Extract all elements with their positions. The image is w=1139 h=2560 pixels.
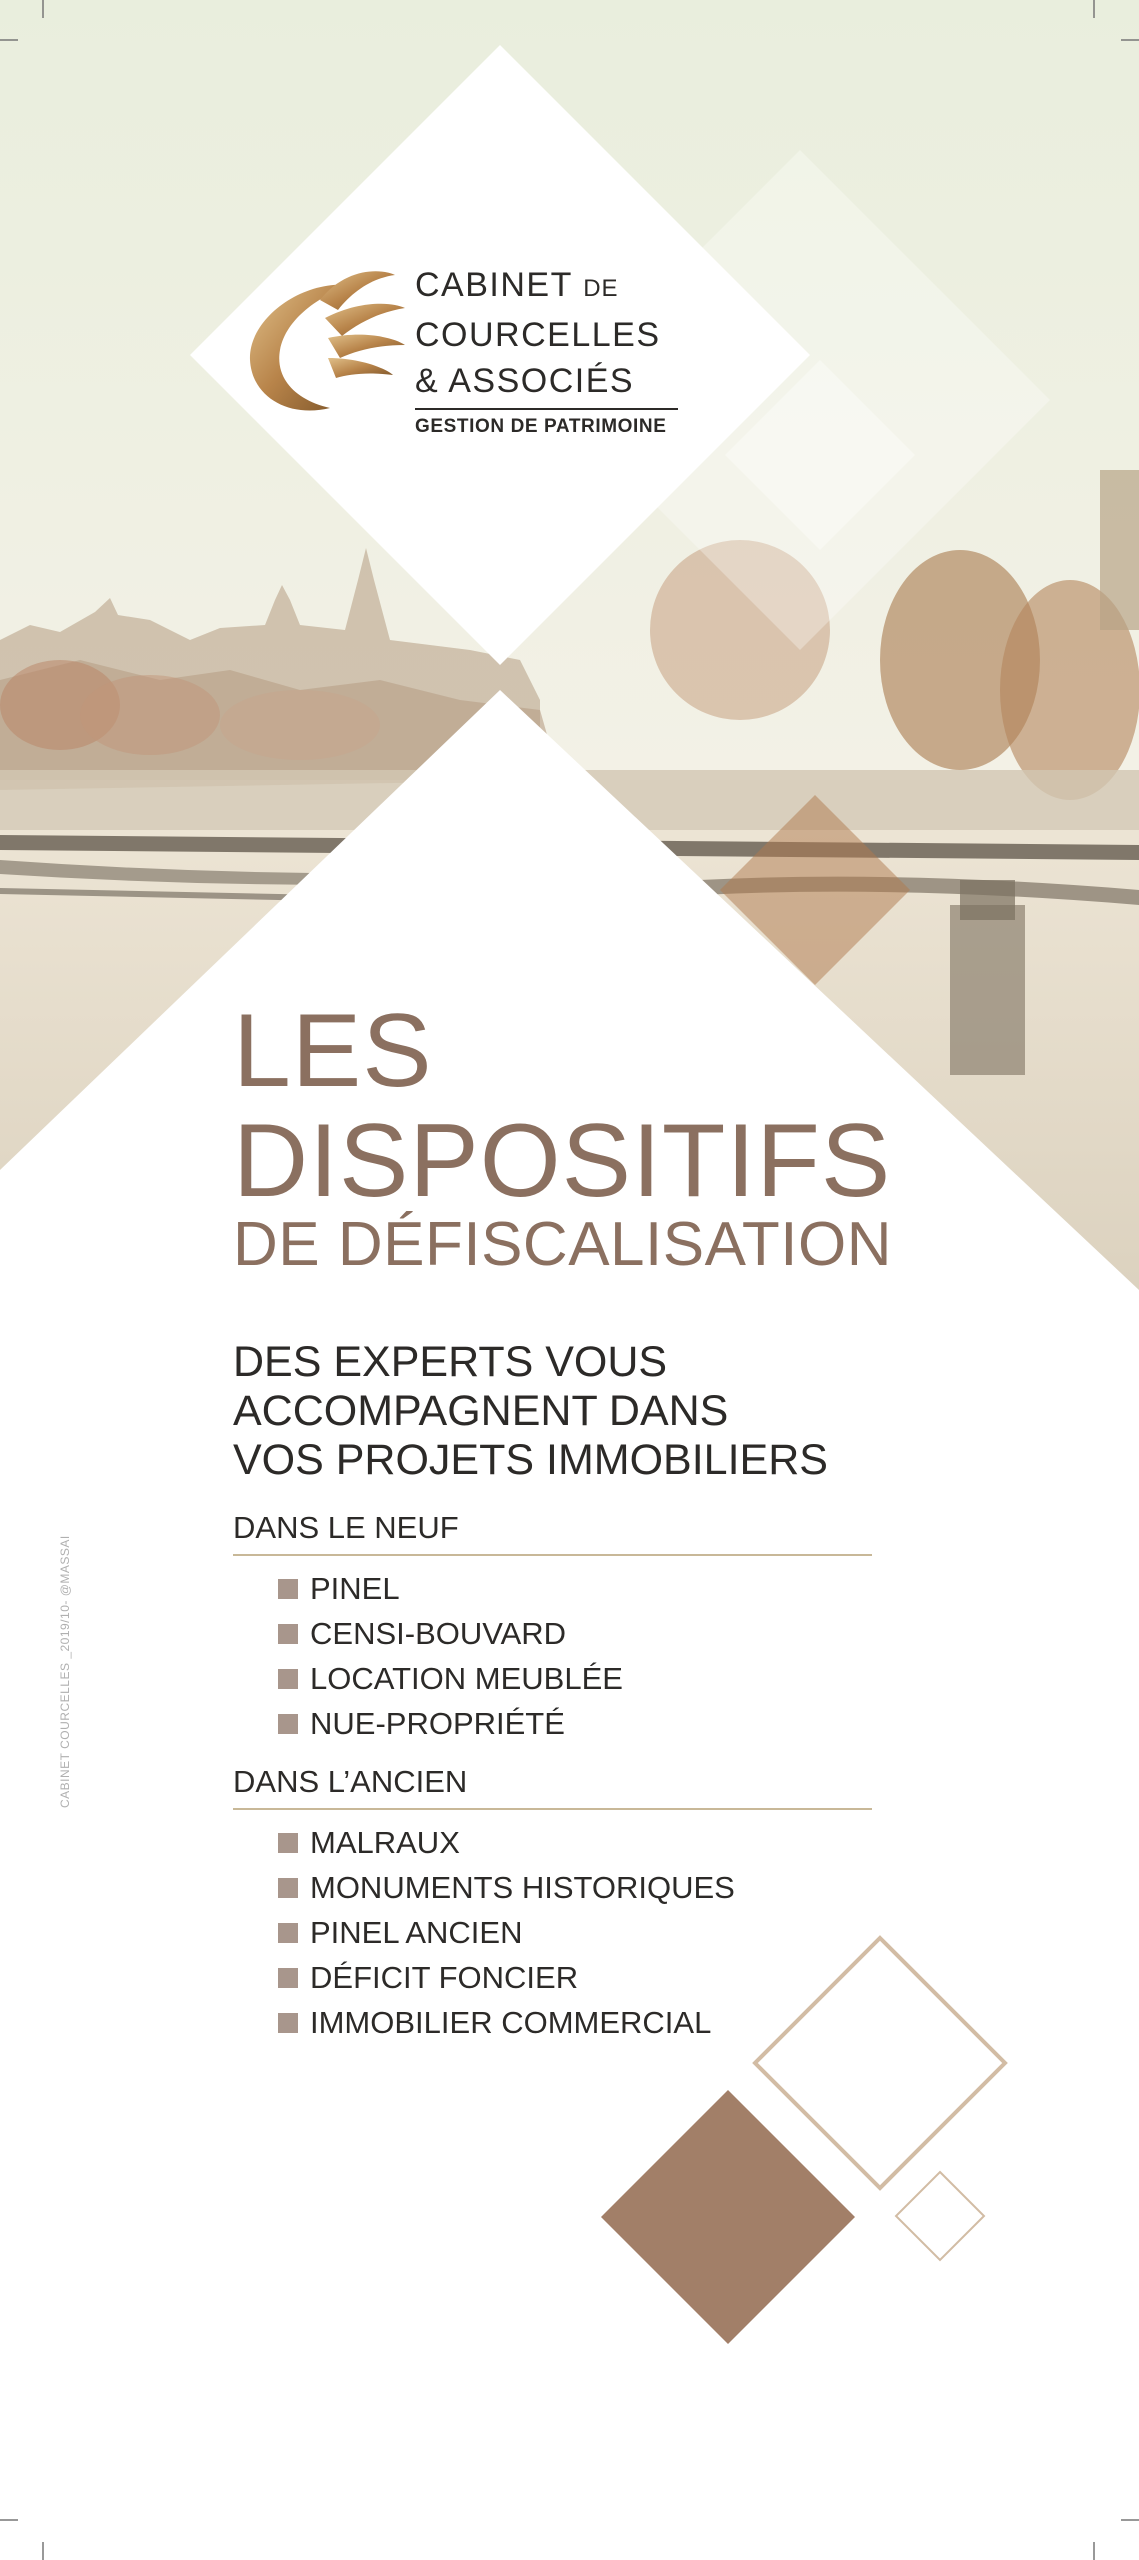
section-title: DANS LE NEUF	[233, 1510, 459, 1545]
list-item	[278, 1611, 872, 1656]
list-item	[278, 1701, 872, 1746]
print-credit: CABINET COURCELLES _2019/10- @MASSAI	[58, 1535, 72, 1808]
square-bullet-icon	[278, 1923, 298, 1943]
square-bullet-icon	[278, 1579, 298, 1599]
square-bullet-icon	[278, 1624, 298, 1644]
square-bullet-icon	[278, 1669, 298, 1689]
square-bullet-icon	[278, 1878, 298, 1898]
section-ancien	[233, 1762, 872, 2045]
list-item	[278, 1656, 872, 1701]
list-item-label: DÉFICIT FONCIER	[310, 1960, 579, 1995]
section-list	[278, 1566, 872, 1746]
square-bullet-icon	[278, 2013, 298, 2033]
section-title: DANS L’ANCIEN	[233, 1764, 468, 1799]
list-item-label: CENSI-BOUVARD	[310, 1616, 567, 1651]
list-item-label: MONUMENTS HISTORIQUES	[310, 1870, 735, 1905]
square-bullet-icon	[278, 1833, 298, 1853]
logo-cabinet: CABINET	[415, 266, 573, 304]
square-bullet-icon	[278, 1968, 298, 1988]
logo-line-2: COURCELLES	[415, 316, 661, 354]
list-item-label: IMMOBILIER COMMERCIAL	[310, 2005, 712, 2040]
logo-line-1	[415, 262, 678, 312]
section-list	[278, 1820, 872, 2045]
list-item	[278, 2000, 872, 2045]
list-item	[278, 1955, 872, 2000]
list-item-label: MALRAUX	[310, 1825, 460, 1860]
list-item-label: LOCATION MEUBLÉE	[310, 1661, 623, 1696]
logo-de: DE	[583, 275, 619, 302]
list-item-label: NUE-PROPRIÉTÉ	[310, 1706, 565, 1741]
title-line-2: DISPOSITIFS	[233, 1103, 892, 1219]
list-item	[278, 1865, 872, 1910]
logo-text	[415, 262, 678, 438]
title-line-1: LES	[233, 993, 433, 1109]
list-item	[278, 1566, 872, 1611]
intro-line-3: VOS PROJETS IMMOBILIERS	[233, 1436, 828, 1484]
intro-text	[233, 1338, 828, 1485]
title-line-3: DE DÉFISCALISATION	[233, 1210, 892, 1279]
section-neuf	[233, 1508, 872, 1746]
list-item	[278, 1910, 872, 1955]
list-item-label: PINEL ANCIEN	[310, 1915, 523, 1950]
logo-divider	[415, 408, 678, 410]
list-item	[278, 1820, 872, 1865]
logo-subtitle: GESTION DE PATRIMOINE	[415, 416, 667, 437]
list-item-label: PINEL	[310, 1571, 400, 1606]
intro-line-1: DES EXPERTS VOUS	[233, 1338, 668, 1386]
logo-line-3: & ASSOCIÉS	[415, 362, 635, 400]
square-bullet-icon	[278, 1714, 298, 1734]
section-divider	[233, 1554, 872, 1556]
section-divider	[233, 1808, 872, 1810]
intro-line-2: ACCOMPAGNENT DANS	[233, 1387, 729, 1435]
